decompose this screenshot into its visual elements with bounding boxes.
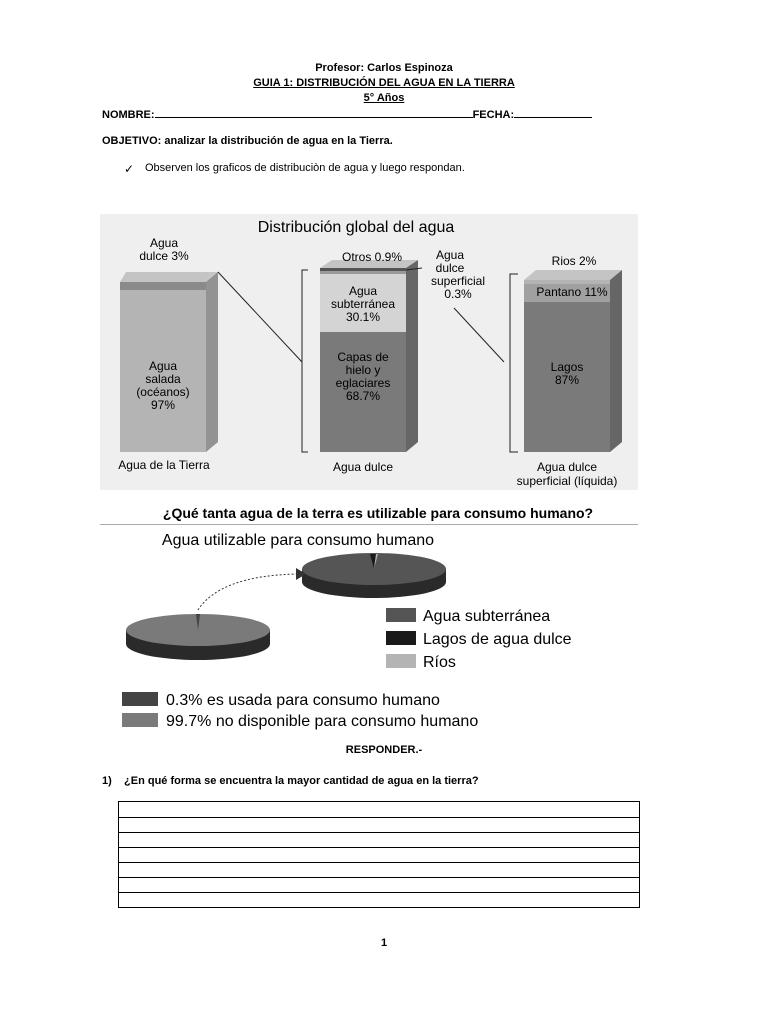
bar3-side <box>610 270 622 452</box>
name-label: NOMBRE: <box>102 109 155 121</box>
question-1-text: ¿En qué forma se encuentra la mayor cantidad de agua en la tierra? <box>124 775 479 787</box>
page-number: 1 <box>380 937 388 949</box>
pie-title: Agua utilizable para consumo humano <box>161 532 435 549</box>
label-dulce-l2: dulce 3% <box>139 249 189 263</box>
bar3-segment-rios <box>524 280 610 284</box>
label-dulce-l1: Agua <box>149 236 179 250</box>
answer-line <box>119 877 639 878</box>
legend-label-lagos: Lagos de agua dulce <box>423 631 572 648</box>
legend-swatch-rios <box>386 654 416 668</box>
instruction-text: Observen los graficos de distribuciòn de agua y luego respondan. <box>145 162 465 174</box>
bar3-top-face <box>524 270 622 280</box>
label-hielo-l1: Capas de <box>337 350 389 364</box>
name-date-row <box>102 107 592 121</box>
bar2-side <box>406 260 418 452</box>
label-pantano: Pantano 11% <box>536 285 608 299</box>
label-hielo-l4: 68.7% <box>345 389 381 403</box>
label-superf-l3: superficial <box>430 274 486 288</box>
chart-title: Distribución global del agua <box>257 219 455 236</box>
label-superf-l1: Agua <box>435 248 465 262</box>
detail-pie <box>302 553 446 598</box>
label-salada-l4: 97% <box>150 398 176 412</box>
date-field-line[interactable] <box>514 107 592 118</box>
legend-label-consumo: 0.3% es usada para consumo humano <box>166 692 440 709</box>
grade-label: 5° Años <box>363 92 405 104</box>
bar1-side <box>206 272 218 452</box>
label-subt-l1: Agua <box>348 284 378 298</box>
label-otros: Otros 0.9% <box>341 250 403 264</box>
answer-line <box>119 892 639 893</box>
bar3-category-label-l1: Agua dulce <box>536 460 598 474</box>
legend-label-no-disponible: 99.7% no disponible para consumo humano <box>166 713 479 730</box>
pie-arrow-line <box>198 574 296 610</box>
legend-swatch-subterranea <box>386 608 416 622</box>
label-salada-l1: Agua <box>148 359 178 373</box>
bar1-category-label: Agua de la Tierra <box>118 458 210 472</box>
label-lagos-l2: 87% <box>554 373 580 387</box>
label-subt-l2: subterránea <box>330 297 396 311</box>
label-superf-l2: dulce <box>435 261 465 275</box>
check-icon: ✓ <box>124 162 135 176</box>
water-distribution-chart <box>100 214 638 490</box>
label-rios: Rios 2% <box>551 254 597 268</box>
pie-section-heading: ¿Qué tanta agua de la terra es utilizable para consumo humano? <box>162 505 594 521</box>
bar1-top-face <box>120 272 210 282</box>
legend-label-subterranea: Agua subterránea <box>423 608 551 625</box>
label-lagos-l1: Lagos <box>550 360 584 374</box>
bar2-segment-superficial <box>320 271 406 274</box>
date-label: FECHA: <box>472 109 515 121</box>
label-hielo-l2: hielo y <box>345 363 381 377</box>
responder-title: RESPONDER.- <box>345 744 423 756</box>
answer-box[interactable] <box>118 801 640 908</box>
water-usage-pie-chart <box>100 526 600 736</box>
legend-swatch-lagos <box>386 631 416 645</box>
question-1 <box>102 775 479 787</box>
teacher-name: Profesor: Carlos Espinoza <box>315 62 453 74</box>
objective-label: OBJETIVO: <box>102 135 162 147</box>
name-field-line[interactable] <box>155 107 473 118</box>
label-salada-l2: salada <box>145 372 181 386</box>
legend-swatch-no-disponible <box>122 713 158 727</box>
bar2-category-label: Agua dulce <box>332 460 394 474</box>
main-pie <box>126 614 270 660</box>
bar2-segment-otros <box>320 268 406 271</box>
objective <box>102 135 393 147</box>
label-salada-l3: (océanos) <box>136 385 190 399</box>
question-1-number: 1) <box>102 775 112 787</box>
label-superf-l4: 0.3% <box>444 287 472 301</box>
guide-title: GUIA 1: DISTRIBUCIÓN DEL AGUA EN LA TIERRA <box>253 77 515 89</box>
answer-line <box>119 817 639 818</box>
answer-line <box>119 832 639 833</box>
legend-swatch-consumo <box>122 692 158 706</box>
heading-rule <box>100 524 638 525</box>
bar3-category-label-l2: superficial (líquida) <box>516 474 618 488</box>
answer-line <box>119 847 639 848</box>
objective-text: analizar la distribución de agua en la Tierra. <box>161 135 393 147</box>
label-hielo-l3: eglaciares <box>335 376 391 390</box>
answer-line <box>119 862 639 863</box>
bar1-segment-dulce <box>120 282 206 290</box>
label-subt-l3: 30.1% <box>345 310 381 324</box>
legend-label-rios: Ríos <box>423 654 456 671</box>
